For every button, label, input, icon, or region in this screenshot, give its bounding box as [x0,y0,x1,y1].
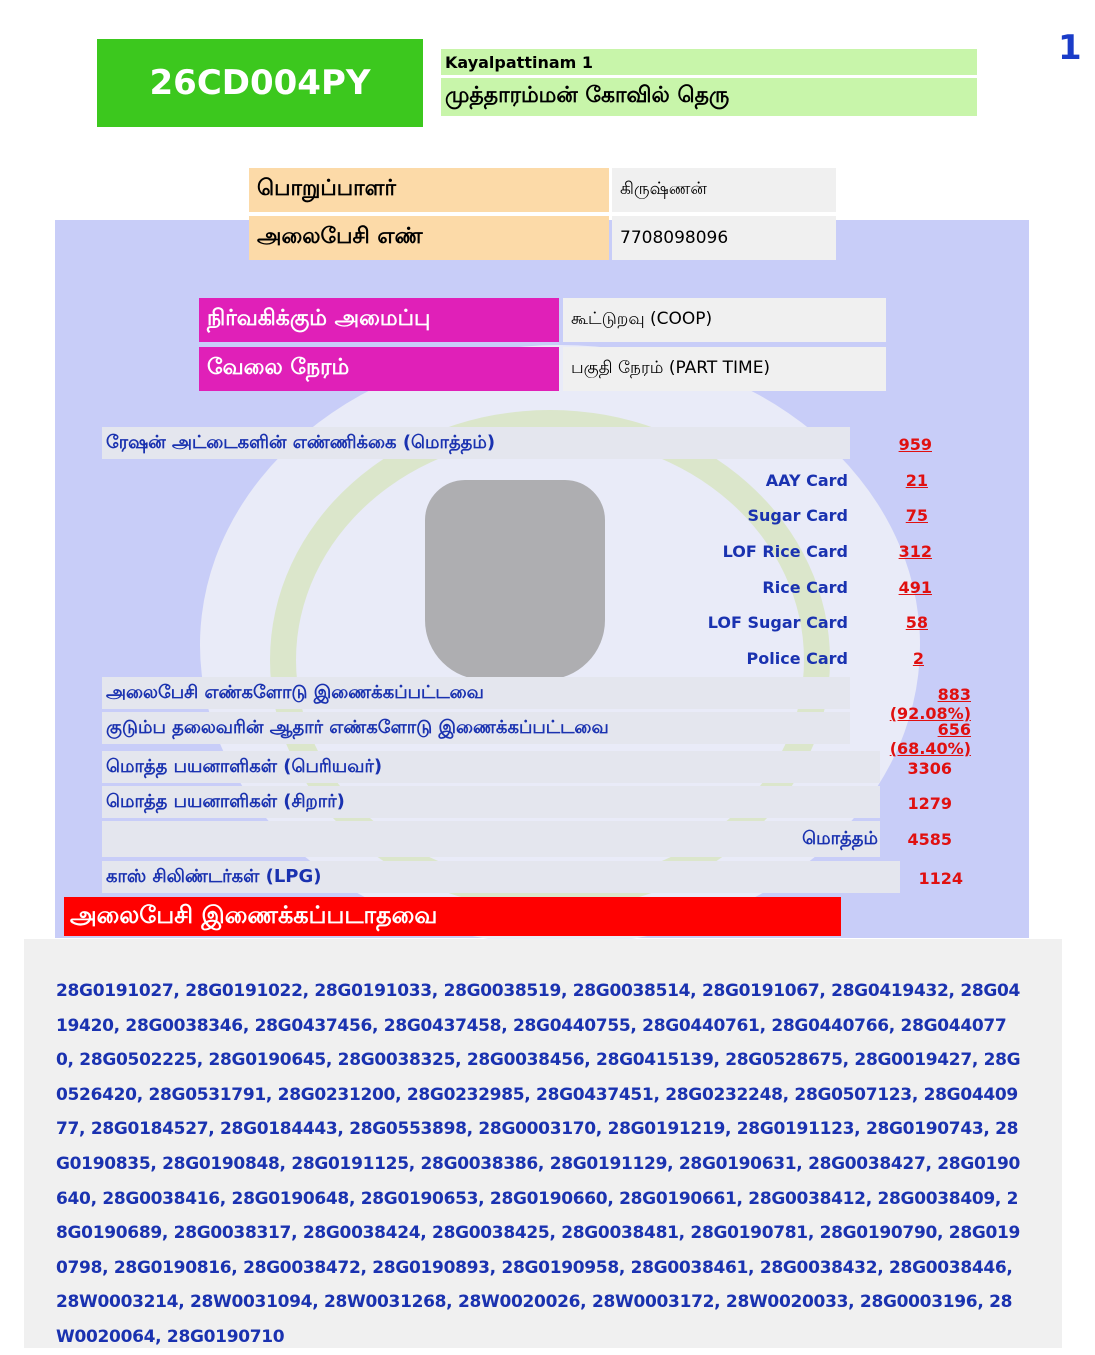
beneficiaries-adult-label: மொத்த பயனாளிகள் (பெரியவர்) [102,751,880,783]
beneficiaries-total-value: 4585 [907,830,952,849]
ration-total-value[interactable]: 959 [898,435,932,454]
linked-aadhaar-value[interactable]: 656 (68.40%) [889,720,971,758]
card-type-value[interactable]: 21 [905,471,928,490]
shop-code: 26CD004PY [97,39,423,127]
lpg-label: காஸ் சிலிண்டர்கள் (LPG) [102,861,900,893]
card-type-label: Rice Card [762,578,848,597]
lpg-value: 1124 [918,869,963,888]
beneficiaries-total-label: மொத்தம் [102,821,880,857]
card-type-value[interactable]: 58 [905,613,928,632]
beneficiaries-adult-value: 3306 [907,759,952,778]
work-time-value: பகுதி நேரம் (PART TIME) [563,347,886,391]
card-type-label: Sugar Card [747,506,848,525]
linked-mobile-label: அலைபேசி எண்களோடு இணைக்கப்பட்டவை [102,677,850,709]
card-type-value[interactable]: 75 [905,506,928,525]
card-type-label: AAY Card [765,471,848,490]
street-name: முத்தாரம்மன் கோவில் தெரு [441,78,977,116]
beneficiaries-child-value: 1279 [907,794,952,813]
incharge-value: கிருஷ்ணன் [612,168,836,212]
village-name: Kayalpattinam 1 [441,49,977,75]
card-type-label: Police Card [746,649,848,668]
card-type-value[interactable]: 491 [898,578,932,597]
not-linked-heading: அலைபேசி இணைக்கப்படாதவை [64,897,841,936]
mobile-value: 7708098096 [612,216,836,260]
card-type-label: LOF Sugar Card [707,613,848,632]
ration-total-label: ரேஷன் அட்டைகளின் எண்ணிக்கை (மொத்தம்) [102,427,850,459]
mobile-label: அலைபேசி எண் [249,216,609,260]
work-time-label: வேலை நேரம் [199,347,559,391]
beneficiaries-child-label: மொத்த பயனாளிகள் (சிறார்) [102,786,880,818]
incharge-label: பொறுப்பாளர் [249,168,609,212]
card-type-value[interactable]: 2 [912,649,924,668]
linked-mobile-value[interactable]: 883 (92.08%) [889,685,971,723]
managing-org-value: கூட்டுறவு (COOP) [563,298,886,342]
not-linked-card-list: 28G0191027, 28G0191022, 28G0191033, 28G0038519, 28G0038514, 28G0191067, 28G0419432, 28G0419420, 28G0038346, 28G0437456, 28G0437458, 28G0440755, 28G0440761, 28G0440766, 28G0440770, 28G0502225, 28G0190645, 28G0038325, 28G0038456, 28G0415139, 28G0528675, 28G0019427, 28G0526420, 28G0531791, 28G0231200, 28G0232985, 28G0437451, 28G0232248, 28G0507123, 28G0440977, 28G0184527, 28G0184443, 28G0553898, 28G0003170, 28G0191219, 28G0191123, 28G0190743, 28G0190835, 28G0190848, 28G0191125, 28G0038386, 28G0191129, 28G0190631, 28G0038427, 28G0190640, 28G0038416, 28G0190648, 28G0190653, 28G0190660, 28G0190661, 28G0038412, 28G0038409, 28G0190689, 28G0038317, 28G0038424, 28G0038425, 28G0038481, 28G0190781, 28G0190790, 28G0190798, 28G0190816, 28G0038472, 28G0190893, 28G0190958, 28G0038461, 28G0038432, 28G0038446, 28W0003214, 28W0031094, 28W0031268, 28W0020026, 28W0003172, 28W0020033, 28G0003196, 28W0020064, 28G0190710 [56,981,1021,1347]
managing-org-label: நிர்வகிக்கும் அமைப்பு [199,298,559,342]
card-type-value[interactable]: 312 [898,542,932,561]
card-type-label: LOF Rice Card [722,542,848,561]
linked-aadhaar-label: குடும்ப தலைவரின் ஆதார் எண்களோடு இணைக்கப்பட்டவை [102,712,850,744]
page-number: 1 [1058,28,1082,68]
